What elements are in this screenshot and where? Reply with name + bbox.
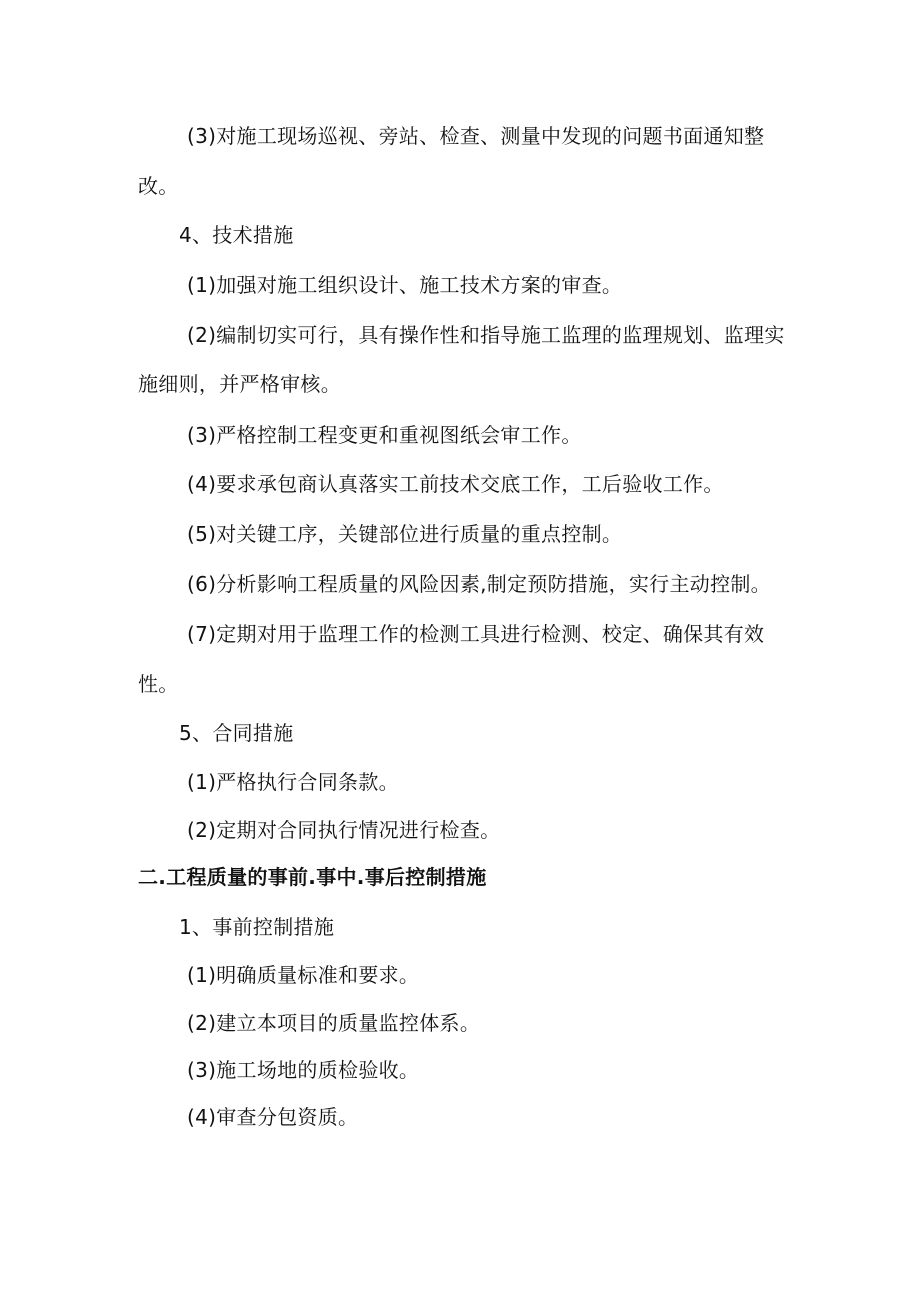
list-item-contract-2: (2)定期对合同执行情况进行检查。 xyxy=(187,818,501,842)
list-item-technical-3: (3)严格控制工程变更和重视图纸会审工作。 xyxy=(187,423,582,447)
list-item-contract-1: (1)严格执行合同条款。 xyxy=(187,770,399,794)
list-item-technical-7: (7)定期对用于监理工作的检测工具进行检测、校定、确保其有效 xyxy=(187,622,765,646)
list-item-technical-6: (6)分析影响工程质量的风险因素,制定预防措施，实行主动控制。 xyxy=(187,572,771,596)
paragraph-inspection-notice: (3)对施工现场巡视、旁站、检查、测量中发现的问题书面通知整 xyxy=(187,124,765,148)
subheading-pre-control: 1、事前控制措施 xyxy=(179,915,335,939)
section-heading-quality-control: 二.工程质量的事前.事中.事后控制措施 xyxy=(138,865,487,889)
list-item-pre-control-4: (4)审查分包资质。 xyxy=(187,1105,359,1129)
list-item-technical-2: (2)编制切实可行，具有操作性和指导施工监理的监理规划、监理实 xyxy=(187,323,785,347)
list-item-technical-7-cont: 性。 xyxy=(138,672,179,696)
subheading-technical-measures: 4、技术措施 xyxy=(179,223,294,247)
list-item-technical-2-cont: 施细则，并严格审核。 xyxy=(138,372,341,396)
subheading-contract-measures: 5、合同措施 xyxy=(179,721,294,745)
list-item-pre-control-2: (2)建立本项目的质量监控体系。 xyxy=(187,1011,481,1035)
list-item-technical-1: (1)加强对施工组织设计、施工技术方案的审查。 xyxy=(187,273,623,297)
list-item-technical-4: (4)要求承包商认真落实工前技术交底工作，工后验收工作。 xyxy=(187,472,724,496)
list-item-pre-control-3: (3)施工场地的质检验收。 xyxy=(187,1058,420,1082)
list-item-pre-control-1: (1)明确质量标准和要求。 xyxy=(187,963,420,987)
paragraph-inspection-notice-cont: 改。 xyxy=(138,174,179,198)
list-item-technical-5: (5)对关键工序，关键部位进行质量的重点控制。 xyxy=(187,522,623,546)
